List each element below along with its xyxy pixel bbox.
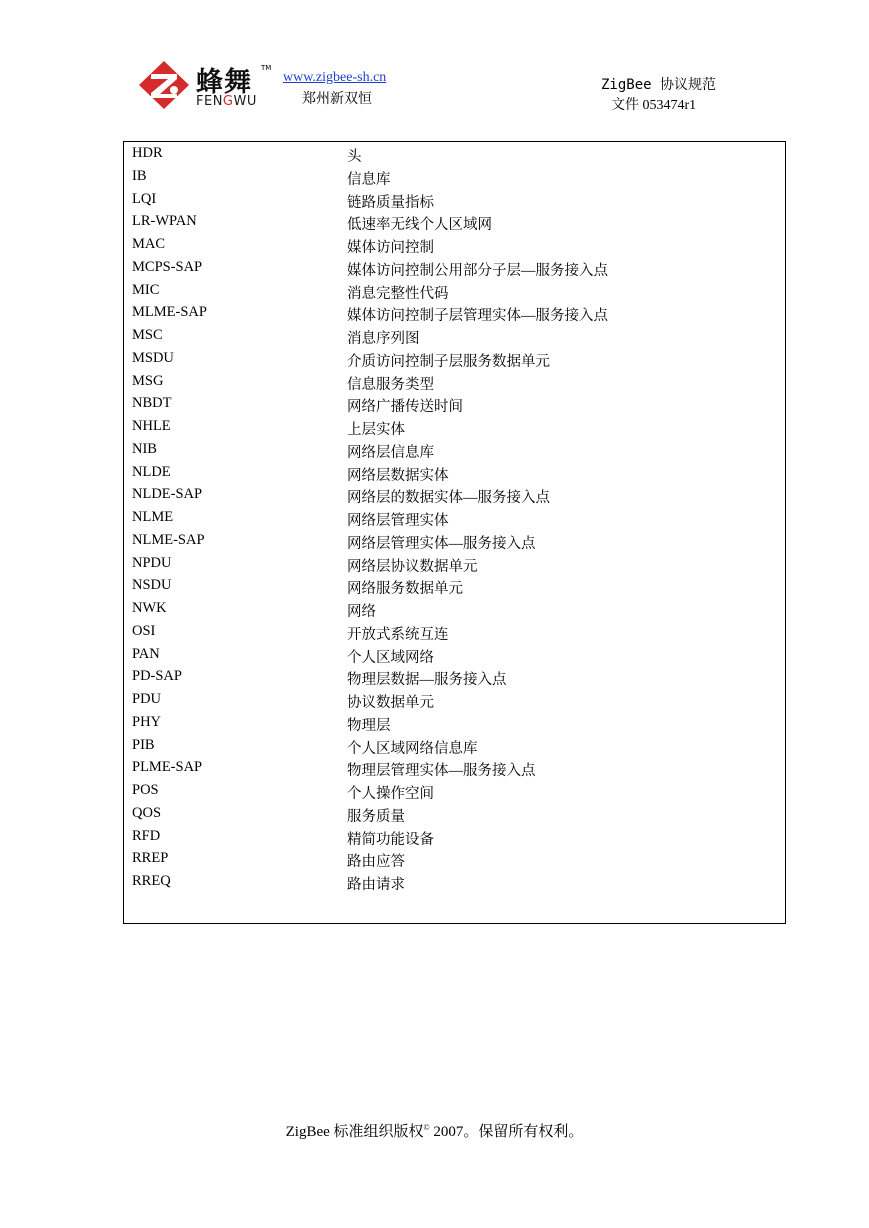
table-row [124,531,785,554]
table-row [124,554,785,577]
abbreviation-term: IB [132,167,147,184]
copyright-footer: ZigBee 标准组织版权© 2007。保留所有权利。 [285,1123,584,1140]
abbreviation-meaning: 媒体访问控制公用部分子层—服务接入点 [347,262,608,279]
abbreviation-meaning: 网络层的数据实体—服务接入点 [347,490,550,507]
table-row [124,576,785,599]
abbreviation-meaning: 物理层 [347,717,391,734]
abbreviation-term: MAC [132,236,166,252]
abbreviation-term: MCPS-SAP [132,258,203,275]
abbreviation-term: NBDT [132,395,172,412]
abbreviation-meaning: 低速率无线个人区域网 [347,217,492,234]
abbreviation-term: POS [132,782,159,798]
company-name: 郑州新双恒 [302,92,372,107]
abbreviation-meaning: 协议数据单元 [347,695,434,711]
abbreviation-meaning: 网络服务数据单元 [347,581,463,598]
table-row [124,872,785,895]
abbreviation-term: RFD [132,827,161,844]
abbreviation-term: PLME-SAP [132,759,203,776]
abbreviation-meaning: 精简功能设备 [347,831,434,848]
abbreviation-list [124,144,785,895]
page-header [0,0,869,130]
abbreviation-meaning: 路由应答 [347,854,405,871]
table-row [124,372,785,395]
table-row [124,463,785,486]
abbreviation-term: PHY [132,713,162,730]
abbreviation-term: LQI [132,190,157,207]
abbreviation-meaning: 上层实体 [347,422,405,438]
abbreviation-term: OSI [132,622,156,639]
table-row [124,781,785,804]
abbreviation-table [123,141,786,924]
abbreviation-term: NLDE-SAP [132,486,203,503]
abbreviation-meaning: 服务质量 [347,808,405,825]
abbreviation-term: LR-WPAN [132,213,197,230]
abbreviation-meaning: 开放式系统互连 [347,626,449,643]
abbreviation-meaning: 个人区域网络信息库 [347,740,478,757]
table-row [124,281,785,304]
table-row [124,508,785,531]
abbreviation-term: PIB [132,736,155,753]
table-row [124,485,785,508]
table-row [124,303,785,326]
abbreviation-term: NHLE [132,418,171,434]
abbreviation-term: MSDU [132,349,174,366]
z-logo-icon [138,60,190,110]
table-row [124,235,785,258]
abbreviation-meaning: 个人区域网络 [347,649,434,666]
table-row [124,849,785,872]
table-row [124,258,785,281]
abbreviation-meaning: 消息完整性代码 [347,285,449,302]
abbreviation-meaning: 网络层协议数据单元 [347,558,478,575]
abbreviation-term: NLME-SAP [132,531,205,548]
abbreviation-term: MIC [132,281,160,298]
table-row [124,758,785,781]
logo-english-name: FENGWU [196,94,257,109]
abbreviation-meaning: 网络广播传送时间 [347,399,463,416]
table-row [124,144,785,167]
abbreviation-term: PD-SAP [132,668,182,685]
abbreviation-term: HDR [132,145,163,161]
table-row [124,167,785,190]
table-row [124,713,785,736]
table-row [124,417,785,440]
document-number: 文件 053474r1 [611,98,697,113]
abbreviation-term: NLME [132,509,174,525]
table-row [124,326,785,349]
table-row [124,827,785,850]
table-row [124,622,785,645]
abbreviation-meaning: 网络层信息库 [347,444,434,461]
abbreviation-meaning: 媒体访问控制子层管理实体—服务接入点 [347,308,608,325]
abbreviation-meaning: 个人操作空间 [347,786,434,802]
website-link[interactable]: www.zigbee-sh.cn [283,70,387,85]
table-row [124,645,785,668]
copyright-mark: © [423,1123,430,1132]
table-row [124,440,785,463]
abbreviation-meaning: 信息服务类型 [347,376,434,393]
abbreviation-term: RREQ [132,873,171,889]
abbreviation-meaning: 网络层管理实体—服务接入点 [347,535,536,552]
table-row [124,804,785,827]
logo-chinese-name: 蜂舞 [196,67,252,98]
abbreviation-meaning: 消息序列图 [347,331,420,347]
abbreviation-meaning: 链路质量指标 [347,194,434,211]
abbreviation-term: NPDU [132,554,172,571]
abbreviation-term: PDU [132,691,162,707]
abbreviation-term: QOS [132,804,162,821]
abbreviation-meaning: 物理层管理实体—服务接入点 [347,763,536,780]
abbreviation-term: NWK [132,600,167,616]
abbreviation-term: NLDE [132,463,171,480]
abbreviation-term: RREP [132,850,169,867]
table-row [124,599,785,622]
abbreviation-term: PAN [132,645,160,662]
abbreviation-meaning: 头 [347,149,362,165]
table-row [124,394,785,417]
trademark-mark: TM [261,64,272,72]
abbreviation-meaning: 物理层数据—服务接入点 [347,672,507,689]
abbreviation-term: NSDU [132,577,172,594]
abbreviation-meaning: 路由请求 [347,877,405,893]
table-row [124,212,785,235]
fengwu-logo [138,60,272,112]
table-row [124,349,785,372]
abbreviation-meaning: 信息库 [347,171,391,188]
table-row [124,736,785,759]
abbreviation-meaning: 媒体访问控制 [347,240,434,256]
table-row [124,190,785,213]
abbreviation-meaning: 网络层数据实体 [347,467,449,484]
website-link-wrap [283,70,386,86]
abbreviation-term: NIB [132,440,157,457]
table-row [124,690,785,713]
document-title: ZigBee 协议规范 [601,77,717,93]
abbreviation-term: MLME-SAP [132,304,207,321]
table-row [124,667,785,690]
abbreviation-meaning: 介质访问控制子层服务数据单元 [347,353,550,370]
abbreviation-meaning: 网络层管理实体 [347,513,449,529]
abbreviation-term: MSC [132,327,163,343]
abbreviation-meaning: 网络 [347,604,376,620]
abbreviation-term: MSG [132,372,164,389]
